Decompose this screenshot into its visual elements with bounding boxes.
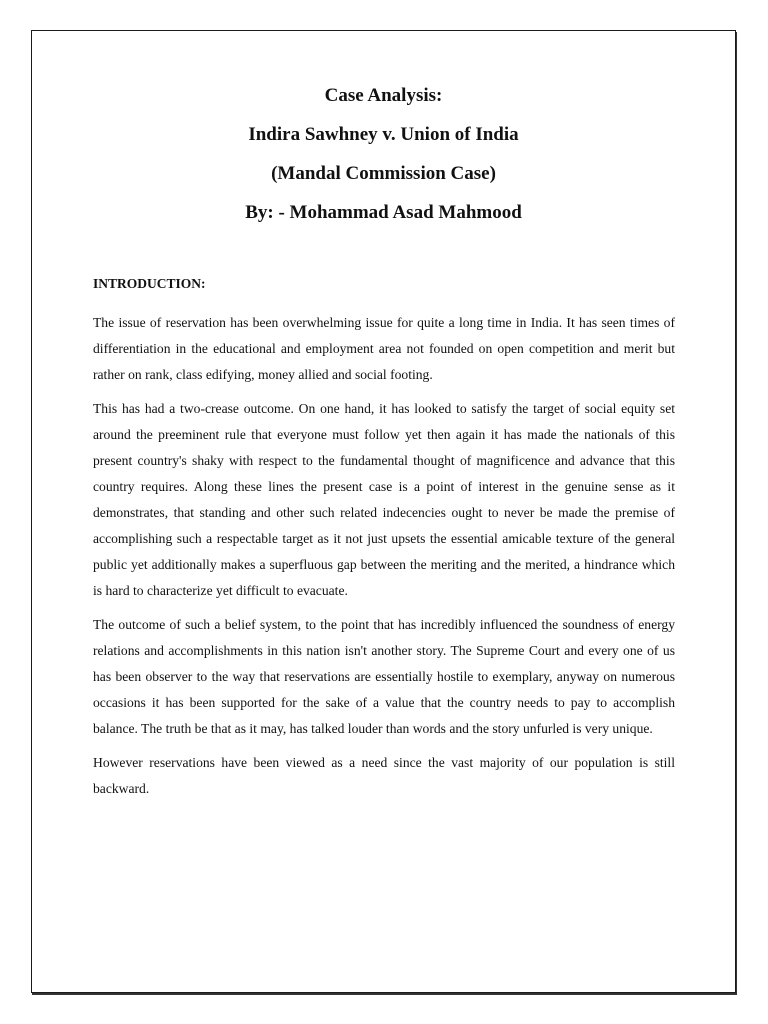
section-heading-introduction: INTRODUCTION: (93, 276, 206, 291)
title-author: By: - Mohammad Asad Mahmood (245, 202, 522, 223)
paragraph: This has had a two-crease outcome. On one hand, it has looked to satisfy the target of social equity set around the preeminent rule that everyone must follow yet then again it has made the nationals of this present country's shaky with respect to the fundamental thought of magnificence and advance that this country requires. Along these lines the present case is a point of interest in the genuine sense as it demonstrates, that standing and other such related indecencies ought to never be made the premise of accomplishing such a respectable target as it not just upsets the essential amicable texture of the general public yet additionally makes a superfluous gap between the meriting and the merited, a hindrance which is hard to characterize yet difficult to evacuate. (93, 401, 675, 598)
paragraph: The issue of reservation has been overwhelming issue for quite a long time in India. It has seen times of differentiation in the educational and employment area not founded on open competition and merit but rather on rank, class edifying, money allied and social footing. (93, 315, 675, 382)
title-case-alias: (Mandal Commission Case) (271, 163, 496, 184)
title-case-name: Indira Sawhney v. Union of India (248, 124, 519, 145)
paragraph: The outcome of such a belief system, to the point that has incredibly influenced the soundness of energy relations and accomplishments in this nation isn't another story. The Supreme Court and every one of us has been observer to the way that reservations are essentially hostile to exemplary, anyway on numerous occasions it has been supported for the sake of a value that the country needs to pay to accomplish balance. The truth be that as it may, has talked louder than words and the story unfurled is very unique. (93, 617, 675, 736)
body-text (93, 310, 675, 810)
title-case-analysis: Case Analysis: (324, 85, 443, 106)
paragraph: However reservations have been viewed as a need since the vast majority of our population is still backward. (93, 755, 675, 796)
title-block (31, 86, 736, 222)
